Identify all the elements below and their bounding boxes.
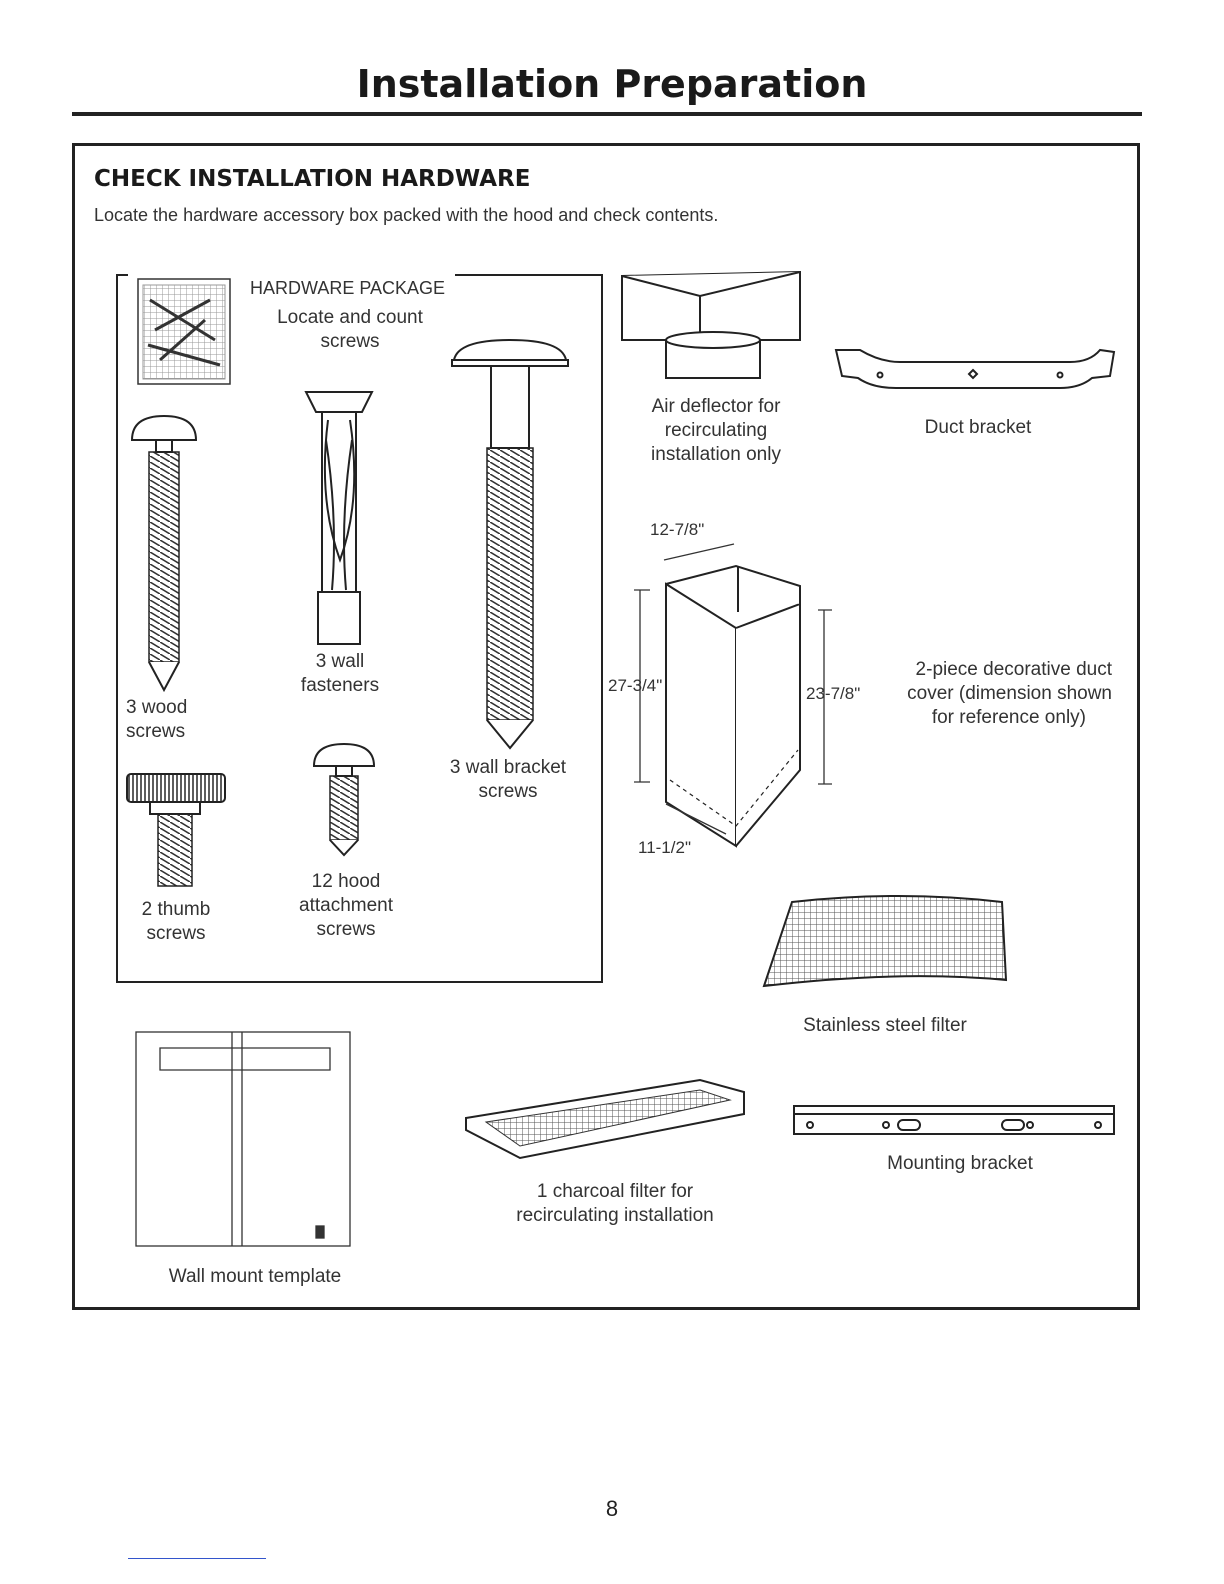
stainless-filter-icon — [764, 896, 1006, 986]
footer-link-line — [128, 1558, 266, 1559]
thumb-screws-label-line1: 2 thumb — [141, 899, 211, 920]
wall-bracket-screw-icon — [452, 340, 568, 748]
air-deflector-label-line3: installation only — [651, 444, 781, 465]
charcoal-filter-icon — [466, 1080, 744, 1158]
air-deflector-label-line2: recirculating — [664, 420, 768, 441]
hardware-package-subtitle-line1: Locate and count — [277, 307, 423, 328]
wall-bracket-screws-label-line2: screws — [478, 781, 538, 802]
duct-cover-label-line3: for reference only) — [931, 707, 1086, 728]
wall-template-label: Wall mount template — [168, 1266, 342, 1287]
dimension-inner-height: 23-7/8" — [806, 684, 861, 703]
wall-fasteners-label-line2: fasteners — [300, 675, 380, 696]
page-title: Installation Preparation — [356, 62, 868, 106]
duct-bracket-label: Duct bracket — [924, 417, 1032, 438]
wall-fasteners-label-line1: 3 wall — [315, 651, 365, 672]
air-deflector-label-line1: Air deflector for — [651, 396, 781, 417]
wood-screws-label-line1: 3 wood — [126, 697, 188, 718]
charcoal-filter-label-line2: recirculating installation — [516, 1205, 714, 1226]
dimension-top-width: 12-7/8" — [650, 520, 705, 539]
hardware-package-subtitle-line2: screws — [320, 331, 380, 352]
hood-screws-label-line2: attachment — [299, 895, 393, 916]
dimension-outer-height: 27-3/4" — [608, 676, 663, 695]
duct-cover-icon — [666, 566, 800, 846]
page-number: 8 — [605, 1496, 619, 1521]
mounting-bracket-icon — [794, 1106, 1114, 1134]
thumb-screws-label-line2: screws — [146, 923, 206, 944]
duct-cover-label-line1: 2-piece decorative duct — [915, 659, 1112, 680]
screw-bag-icon — [138, 279, 230, 384]
air-deflector-icon — [622, 272, 800, 378]
section-intro: Locate the hardware accessory box packed with the hood and check contents. — [94, 205, 719, 225]
charcoal-filter-label-line1: 1 charcoal filter for — [536, 1181, 694, 1202]
duct-bracket-icon — [836, 350, 1114, 388]
thumb-screw-icon — [127, 774, 225, 886]
hood-screws-label-line1: 12 hood — [311, 871, 381, 892]
dimension-bottom-depth: 11-1/2" — [638, 838, 691, 857]
section-heading: CHECK INSTALLATION HARDWARE — [94, 166, 531, 192]
stainless-filter-label: Stainless steel filter — [803, 1015, 967, 1036]
hood-attachment-screw-icon — [314, 744, 374, 855]
wood-screw-icon — [132, 416, 196, 690]
wood-screws-label-line2: screws — [126, 721, 186, 742]
hood-screws-label-line3: screws — [316, 919, 376, 940]
duct-cover-label-line2: cover (dimension shown — [907, 683, 1112, 704]
hardware-package-title: HARDWARE PACKAGE — [250, 278, 446, 298]
mounting-bracket-label: Mounting bracket — [887, 1153, 1033, 1174]
wall-template-icon — [136, 1032, 350, 1246]
wall-bracket-screws-label-line1: 3 wall bracket — [449, 757, 567, 778]
wall-fastener-icon — [306, 392, 372, 644]
